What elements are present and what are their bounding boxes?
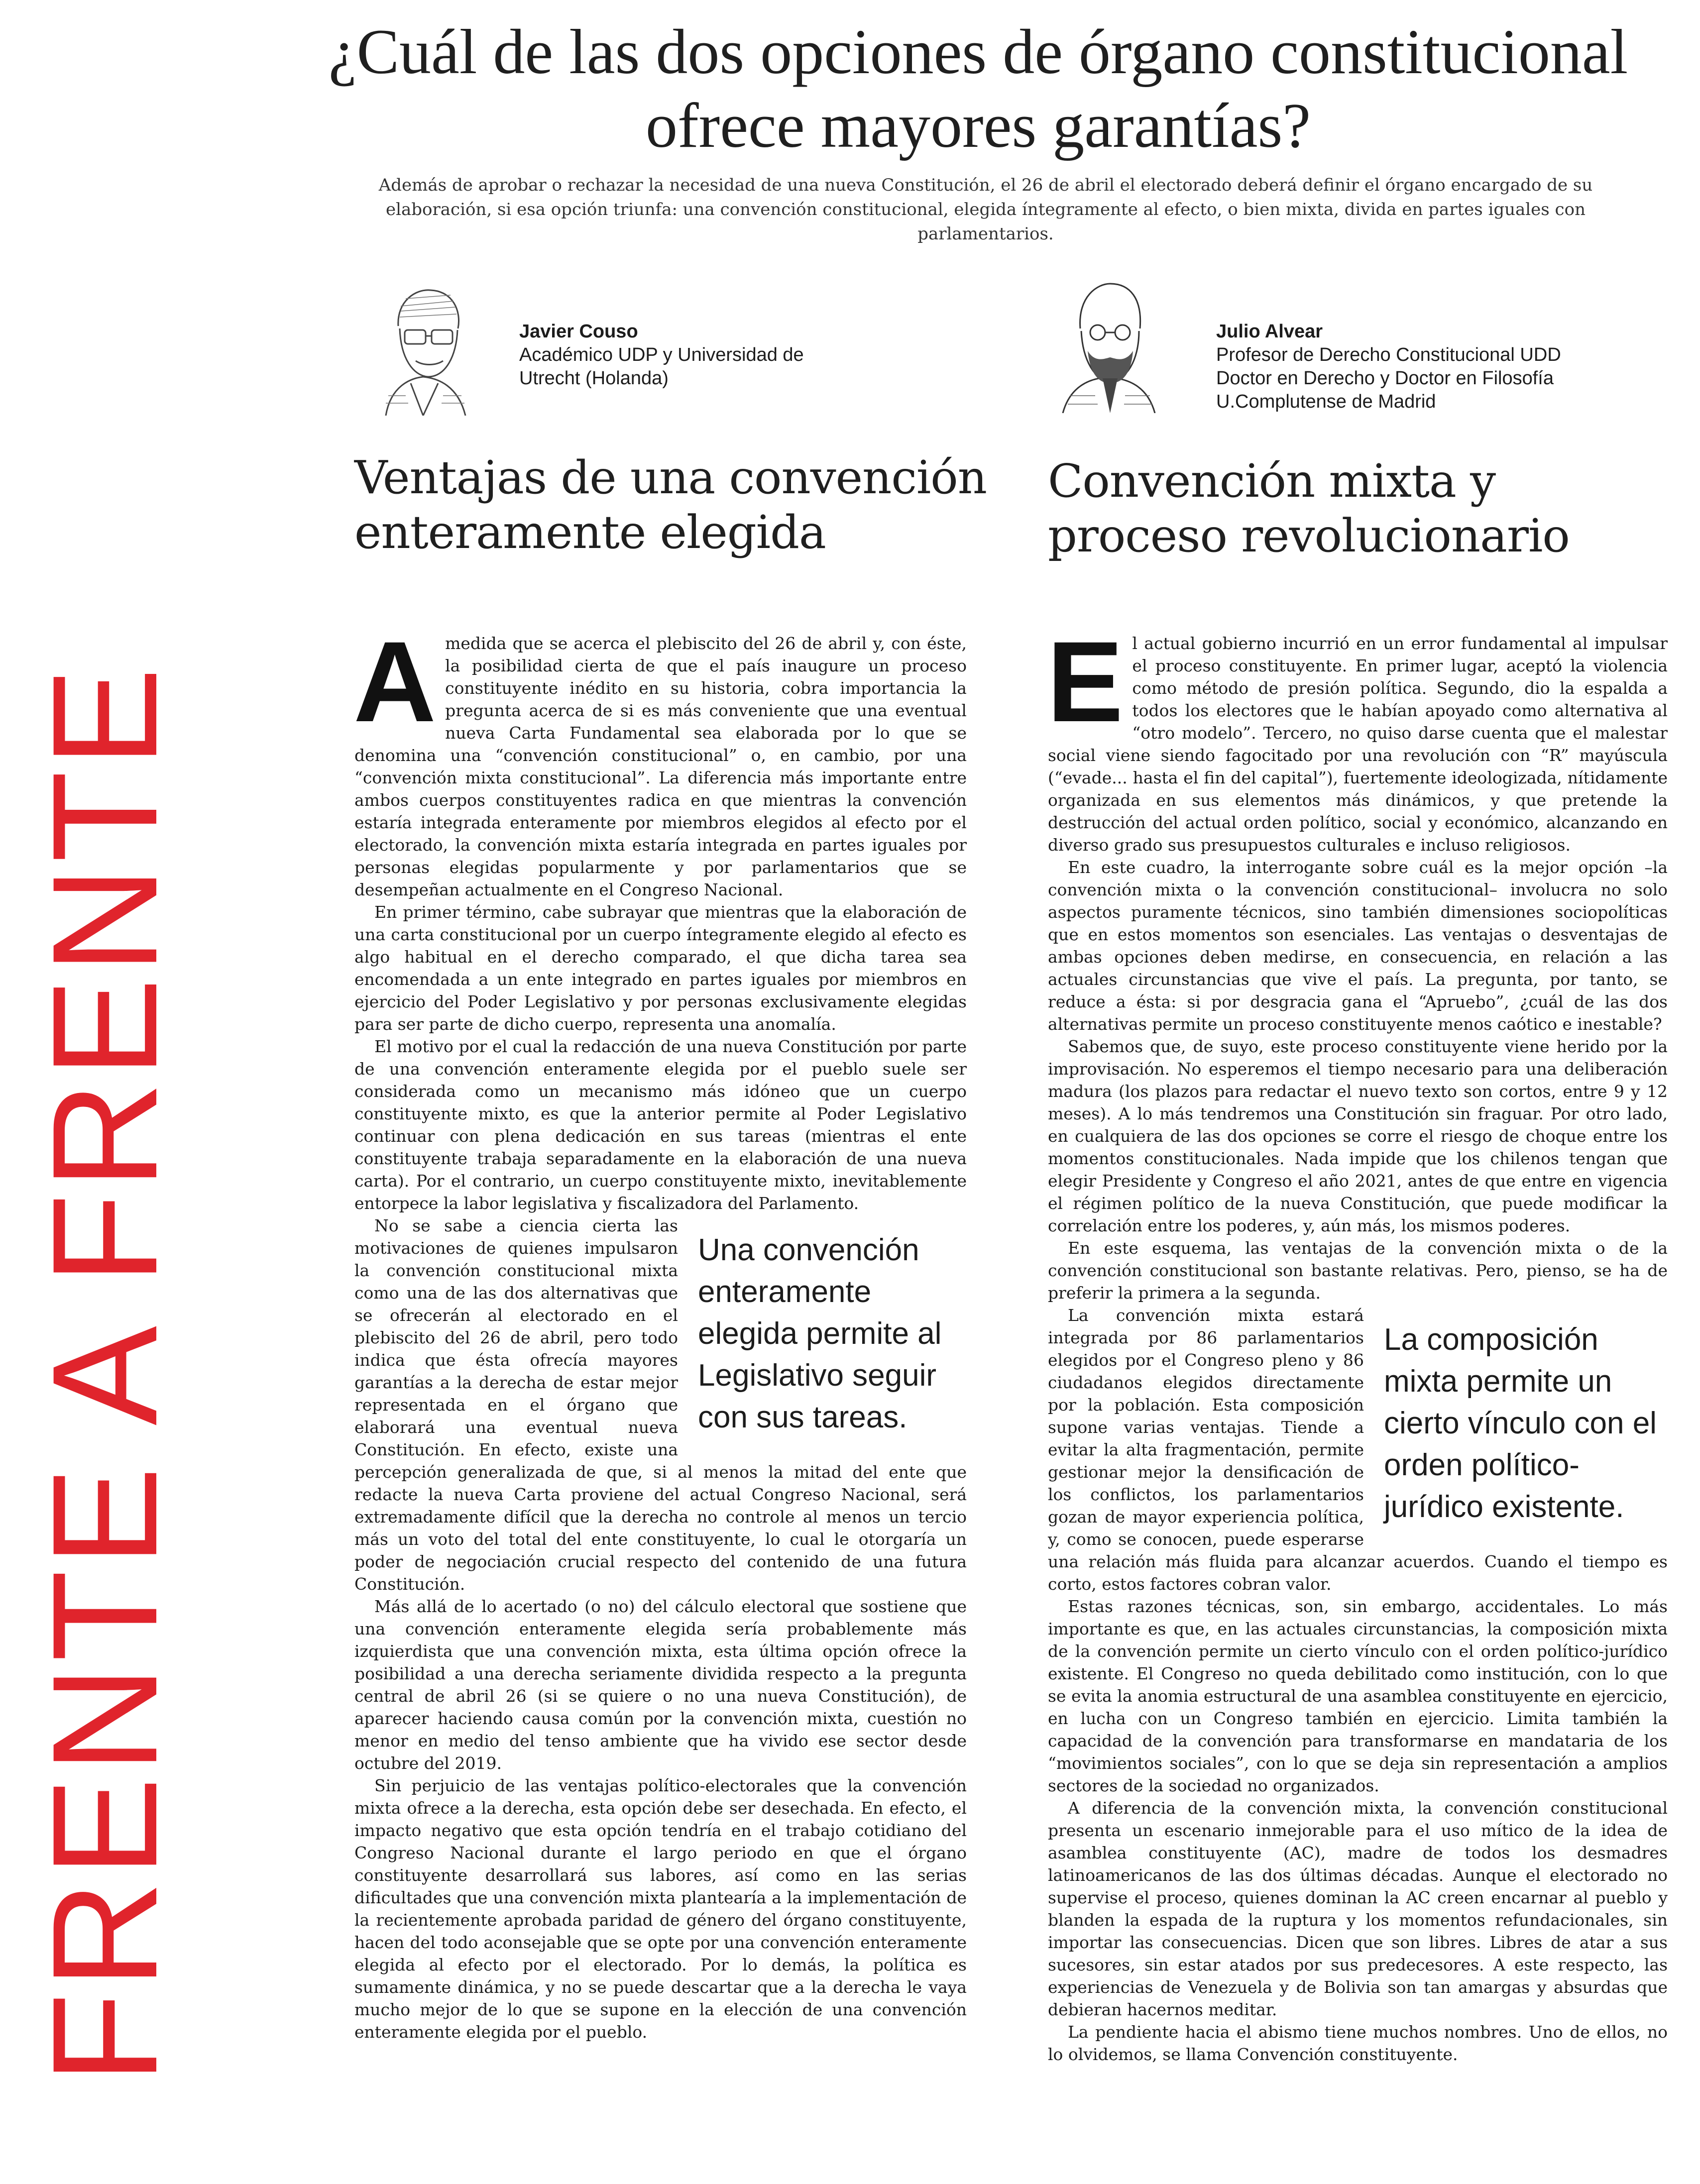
left-paragraph-6: Sin perjuicio de las ventajas político-electorales que la convención mixta ofrece a la derecha, esta opción debe ser desechada. En efecto, el impacto negativo que esta opción tendría en el trabajo cotidiano del Congreso Nacional durante el largo periodo en que el órgano constituyente desarrollará sus labores, así como en las serias dificultades que una convención mixta plantearía a la implementación de la recientemente aprobada paridad de género del órgano constituyente, hacen del todo aconsejable que se opte por una convención enteramente elegida al efecto por el electorado. Por lo demás, la política es sumamente dinámica, y no se puede descartar que a la derecha le vaya mucho mejor de lo que se supone en la elección de una convención enteramente elegida por el pueblo.: [354, 1776, 967, 2042]
right-author-role-3: U.Complutense de Madrid: [1216, 391, 1436, 412]
right-paragraph-2: En este cuadro, la interrogante sobre cuál es la mejor opción –la convención mixta o la convención constitucional– involucra no solo aspectos puramente técnicos, sino también dimensiones sociopolíticas que en estos momentos son esenciales. Las ventajas o desventajas de ambas opciones deben medirse, en consecuencia, en relación a las actuales circunstancias que vive el país. La pregunta, por tanto, se reduce a ésta: si por desgracia gana el “Apruebo”, ¿cuál de las dos alternativas permite un proceso constituyente menos caótico e inestable?: [1048, 858, 1668, 1034]
right-paragraph-1: l actual gobierno incurrió en un error fundamental al impulsar el proceso constituyente. En primer lugar, aceptó la violencia como método de presión política. Segundo, dio la espalda a todos los electores que le habían apoyado como alternativa al “otro modelo”. Tercero, no quiso darse cuenta que el malestar social viene siendo fagocitado por una revolución con “R” mayúscula (“evade... hasta el fin del capital”), fuertemente ideologizada, nítidamente organizada en sus elementos más dinámicos, y que pretende la destrucción del actual orden político, social y económico, alcanzando en diverso grado sus presupuestos culturales e incluso religiosos.: [1048, 634, 1668, 855]
right-paragraph-7: A diferencia de la convención mixta, la convención constitucional presenta un escenario inmejorable para el uso mítico de la idea de asamblea constituyente (AC), madre de todos los desmadres latinoamericanos de las dos últimas décadas. Aunque el electorado no supervise el proceso, quienes dominan la AC creen encarnar al pueblo y blanden la espada de la ruptura y los momentos refundacionales, sin importar las consecuencias. Dicen que son libres. Libres de atar a sus sucesores, sin estar atados por sus predecesores. A este respecto, las experiencias de Venezuela y de Bolivia son tan amargas y absurdas que debieran hacernos meditar.: [1048, 1798, 1668, 2019]
left-author-role-1: Académico UDP y Universidad de: [519, 344, 804, 365]
left-pullquote: Una convención enteramente elegida permite al Legislativo seguir con sus tareas.: [698, 1233, 942, 1434]
right-column-title-line-2: proceso revolucionario: [1048, 509, 1570, 562]
right-paragraph-5: La convención mixta estará integrada por 86 parlamentarios elegidos por el Congreso pleno y 86 ciudadanos elegidos directamente por la población. Esta composición supone varias ventajas. Tiende a evitar la alta fragmentación, permite gestionar mejor la densificación de los conflictos, los parlamentarios gozan de mayor experiencia política, y, como se conocen, puede esperarse una relación más fluida para alcanzar acuerdos. Cuando el tiempo es corto, estos factores cobran valor.: [1048, 1306, 1668, 1594]
left-paragraph-3: El motivo por el cual la redacción de una nueva Constitución por parte de una convención enteramente elegida por el pueblo suele ser considerada como un mecanismo más idóneo que un cuerpo constituyente mixto, es que la anterior permite al Poder Legislativo continuar con plena dedicación en sus tareas (mientras el ente constituyente trabaja separadamente en la elaboración de una nueva carta). Por el contrario, un cuerpo constituyente mixto, inevitablemente entorpece la labor legislativa y fiscalizadora del Parlamento.: [354, 1037, 967, 1213]
left-dropcap: A: [353, 618, 437, 746]
section-label: FRENTE A FRENTE: [21, 663, 188, 2084]
headline: ¿Cuál de las dos opciones de órgano constitucional ofrece mayores garantías?: [328, 16, 1628, 161]
right-article-body: [1047, 618, 1668, 2165]
left-portrait-icon: [351, 271, 495, 416]
right-dropcap: E: [1047, 618, 1124, 746]
lead-paragraph: Además de aprobar o rechazar la necesidad de una nueva Constitución, el 26 de abril el electorado deberá definir el órgano encargado de su elaboración, si esa opción triunfa: una convención constitucional, elegida íntegramente al efecto, o bien mixta, divida en partes iguales con parlamentarios.: [378, 175, 1593, 244]
left-author-name: Javier Couso: [519, 321, 638, 342]
right-paragraph-8: La pendiente hacia el abismo tiene muchos nombres. Uno de ellos, no lo olvidemos, se llama Convención constituyente.: [1048, 2022, 1668, 2064]
right-author-name: Julio Alvear: [1216, 321, 1323, 342]
left-author-role-2: Utrecht (Holanda): [519, 368, 669, 389]
left-paragraph-2: En primer término, cabe subrayar que mientras que la elaboración de una carta constitucional por un cuerpo íntegramente elegido al efecto es algo habitual en el derecho comparado, el que dicha tarea sea encomendada a un ente integrado en partes iguales por miembros en ejercicio del Poder Legislativo y por personas exclusivamente elegidas para ser parte de dicho cuerpo, representa una anomalía.: [354, 902, 967, 1034]
right-portrait-icon: [1035, 269, 1180, 413]
left-article-body: [353, 618, 967, 2165]
right-author-role-2: Doctor en Derecho y Doctor en Filosofía: [1216, 368, 1554, 389]
right-column-title-line-1: Convención mixta y: [1048, 454, 1496, 508]
right-paragraph-4: En este esquema, las ventajas de la convención mixta o de la convención constitucional son bastante relativas. Pero, pienso, se ha de preferir la primera a la segunda.: [1048, 1238, 1668, 1303]
right-paragraph-6: Estas razones técnicas, son, sin embargo, accidentales. Lo más importante es que, en las actuales circunstancias, la composición mixta de la convención permite un cierto vínculo con el orden político-jurídico existente. El Congreso no queda debilitado como institución, con lo que se evita la anomia estructural de una asamblea constituyente en ejercicio, en lucha con un Congreso también en ejercicio. Limita también la capacidad de la convención para transformarse en mandataria de los “movimientos sociales”, con lo que se deja sin representación a amplios sectores de la sociedad no organizados.: [1048, 1597, 1668, 1795]
right-author-role-1: Profesor de Derecho Constitucional UDD: [1216, 344, 1561, 365]
left-column-title-line-2: enteramente elegida: [354, 506, 826, 559]
right-pullquote: La composición mixta permite un cierto vínculo con el orden político-jurídico existente.: [1384, 1322, 1657, 1524]
left-column-title-line-1: Ventajas de una convención: [354, 451, 987, 504]
left-paragraph-5: Más allá de lo acertado (o no) del cálculo electoral que sostiene que una convención enteramente elegida sería probablemente más izquierdista que una convención mixta, esta última opción ofrece la posibilidad a una derecha seriamente dividida respecto a la pregunta central de abril 26 (si se quiere o no una nueva Constitución), de aparecer haciendo causa común por la convención mixta, cuestión no menor en medio del tenso ambiente que ha vivido ese sector desde octubre del 2019.: [354, 1597, 967, 1773]
left-paragraph-4: No se sabe a ciencia cierta las motivaciones de quienes impulsaron la convención constitucional mixta como una de las dos alternativas que se ofrecerán al electorado en el plebiscito del 26 de abril, pero todo indica que ésta ofrecía mayores garantías a la derecha de estar mejor representada en el órgano que elaborará una eventual nueva Constitución. En efecto, existe una percepción generalizada de que, si al menos la mitad del ente que redacte la nueva Carta proviene del actual Congreso Nacional, será extremadamente difícil que la derecha no controle al menos un tercio más un voto del total del ente constituyente, lo cual le otorgaría un poder de negociación crucial respecto del contenido de una futura Constitución.: [354, 1216, 967, 1594]
right-paragraph-3: Sabemos que, de suyo, este proceso constituyente viene herido por la improvisación. No esperemos el tiempo necesario para una deliberación madura (los plazos para redactar el nuevo texto son cortos, entre 9 y 12 meses). A lo más tendremos una Constitución sin fraguar. Por otro lado, en cualquiera de las dos opciones se corre el riesgo de choque entre los momentos constitucionales. Nada impide que los chilenos tengan que elegir Presidente y Congreso el año 2021, antes de que entre en vigencia el régimen político de la nueva Constitución, que puede modificar la correlación entre los poderes, y, aún más, los mismos poderes.: [1048, 1037, 1668, 1235]
left-paragraph-1: medida que se acerca el plebiscito del 26 de abril y, con éste, la posibilidad cierta de que el país inaugure un proceso constituyente inédito en su historia, cobra importancia la pregunta acerca de si es más conveniente que una eventual nueva Carta Fundamental sea elaborada por lo que se denomina una “convención constitucional” o, en cambio, por una “convención mixta constitucional”. La diferencia más importante entre ambos cuerpos constituyentes radica en que mientras la convención estaría integrada enteramente por miembros elegidos al efecto por el electorado, la convención mixta estaría integrada en partes iguales por personas elegidas popularmente y por parlamentarios que se desempeñan actualmente en el Congreso Nacional.: [354, 634, 967, 899]
